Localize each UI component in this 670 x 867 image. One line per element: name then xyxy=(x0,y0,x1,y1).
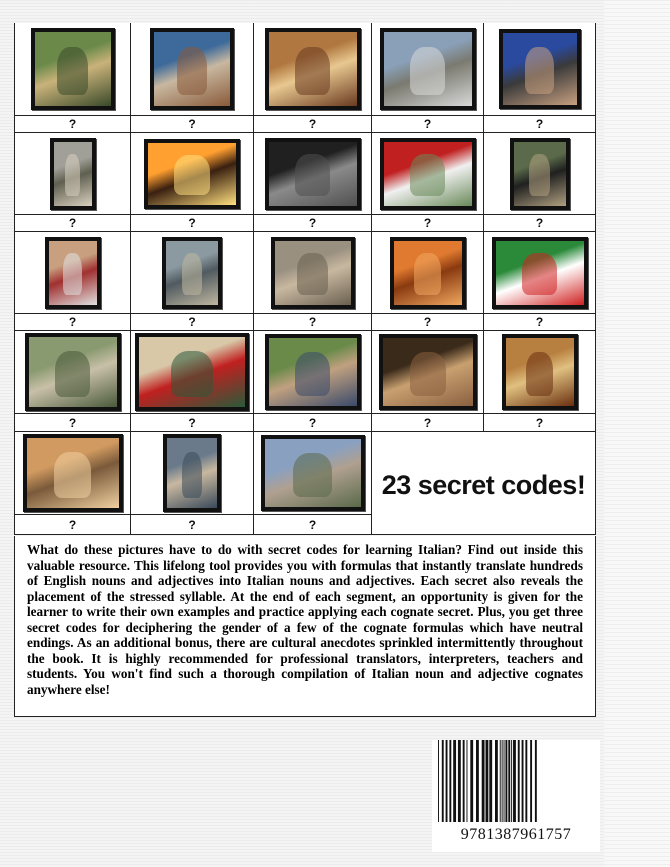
grid-picture-cell xyxy=(254,331,372,414)
man-on-motorbike-icon xyxy=(510,138,570,210)
barcode-bar xyxy=(463,740,465,822)
barcode-bar xyxy=(530,740,532,822)
barcode-bar xyxy=(482,740,485,822)
barcode-bars xyxy=(436,740,596,822)
barcode xyxy=(432,740,600,852)
grid-picture-cell xyxy=(14,232,131,314)
grid-question-cell xyxy=(254,215,372,232)
ancient-ruins-columns-icon xyxy=(23,434,123,512)
barcode-bar xyxy=(489,740,492,822)
italian-flag-words-icon xyxy=(492,237,588,309)
grid-question-cell xyxy=(254,414,372,432)
grid-picture-cell xyxy=(254,23,372,116)
question-mark: ? xyxy=(423,315,432,329)
question-mark: ? xyxy=(535,315,544,329)
grid-picture-cell xyxy=(484,133,596,215)
secret-codes-heading: 23 secret codes! xyxy=(381,469,586,500)
grid-question-cell xyxy=(131,215,254,232)
barcode-bar xyxy=(438,740,439,822)
grid-picture-cell xyxy=(484,23,596,116)
barcode-bar xyxy=(511,740,512,822)
grid-question-cell xyxy=(372,116,484,133)
barcode-bar xyxy=(442,740,444,822)
barcode-bar xyxy=(518,740,520,822)
question-mark: ? xyxy=(423,415,432,430)
barcode-bar xyxy=(513,740,516,822)
description-box xyxy=(14,536,596,717)
grid-question-cell xyxy=(131,515,254,535)
grid-question-cell xyxy=(14,215,131,232)
barcode-bar xyxy=(504,740,505,822)
barcode-bar xyxy=(449,740,451,822)
grid-question-cell xyxy=(484,215,596,232)
grid-question-cell xyxy=(14,414,131,432)
fresco-figures-icon xyxy=(265,28,361,110)
barcode-bar xyxy=(522,740,524,822)
barcode-bar xyxy=(502,740,503,822)
grid-picture-cell xyxy=(372,331,484,414)
barcode-bar xyxy=(500,740,501,822)
grid-picture-cell xyxy=(372,232,484,314)
grid-question-cell xyxy=(131,414,254,432)
question-mark: ? xyxy=(68,216,77,230)
question-mark: ? xyxy=(188,415,196,430)
sunset-icon xyxy=(144,139,240,209)
grid-picture-cell xyxy=(254,432,372,515)
venus-planet-icon xyxy=(390,237,466,309)
grid-question-cell xyxy=(484,116,596,133)
grid-question-cell xyxy=(372,215,484,232)
grid-question-cell xyxy=(131,116,254,133)
question-mark: ? xyxy=(423,216,432,230)
bearded-statue-icon xyxy=(380,28,476,110)
folk-dancers-icon xyxy=(380,138,476,210)
stone-monument-icon xyxy=(50,138,96,210)
page-edge-strip xyxy=(604,0,670,867)
grid-picture-cell xyxy=(372,23,484,116)
grid-picture-cell xyxy=(484,232,596,314)
question-mark: ? xyxy=(68,517,77,532)
barcode-bar xyxy=(453,740,456,822)
grid-question-cell xyxy=(254,116,372,133)
painted-tableau-icon xyxy=(379,334,477,410)
grid-picture-cell xyxy=(372,133,484,215)
man-with-cake-icon xyxy=(45,237,101,309)
icon-painting-icon xyxy=(502,334,578,410)
grid-picture-cell xyxy=(131,133,254,215)
question-mark: ? xyxy=(188,517,196,532)
barcode-number: 9781387961757 xyxy=(460,826,572,843)
saints-and-rider-collage-icon xyxy=(150,28,234,110)
grid-question-cell xyxy=(484,314,596,331)
grid-question-cell xyxy=(14,314,131,331)
grid-question-cell xyxy=(372,414,484,432)
seated-statue-memorial-icon xyxy=(265,138,361,210)
grid-picture-cell xyxy=(14,432,131,515)
man-on-plaza-icon xyxy=(162,237,222,309)
rocky-hillside-icon xyxy=(271,237,355,309)
barcode-bar xyxy=(508,740,510,822)
men-by-wall-icon xyxy=(163,434,221,512)
triumphal-arch-icon xyxy=(261,435,365,511)
grid-picture-cell xyxy=(131,232,254,314)
question-mark: ? xyxy=(535,216,544,230)
grid-picture-cell xyxy=(14,331,131,414)
barcode-bar xyxy=(495,740,498,822)
barcode-bar xyxy=(505,740,507,822)
grid-picture-cell xyxy=(14,133,131,215)
barcode-bar xyxy=(535,740,537,822)
quarry-landscape-icon xyxy=(25,333,121,411)
barcode-bar xyxy=(458,740,461,822)
cardboard-boxes-icon xyxy=(135,333,249,411)
question-mark: ? xyxy=(308,315,317,329)
grid-question-cell xyxy=(254,515,372,535)
question-mark: ? xyxy=(188,117,196,131)
barcode-bar xyxy=(525,740,527,822)
grid-question-cell xyxy=(14,116,131,133)
grid-question-cell xyxy=(484,414,596,432)
question-mark: ? xyxy=(188,315,196,329)
question-mark: ? xyxy=(68,117,77,131)
description-text: What do these pictures have to do with secret codes for learning Italian? Find out inside this valuable resource. This lifelong tool provides you with formulas that instantly translate hundreds of English nouns and adjectives into Italian nouns and adjectives. Each secret also reveals the placement of the stressed syllable. At the end of each segment, an opportunity is given for the learner to write their own examples and practice applying each cognate secret. Plus, you get three secret codes for deciphering the gender of a few of the cognate formulas which have neutral endings. As an additional bonus, there are cultural anecdotes sprinkled intermittently throughout the book. It is highly recommended for professional translators, interpreters, teachers and students. You won't find such a thorough compilation of Italian noun and adjective cognates anywhere else! xyxy=(27,542,583,697)
grid-question-cell xyxy=(254,314,372,331)
grid-picture-cell xyxy=(254,232,372,314)
grid-picture-cell xyxy=(484,331,596,414)
question-mark: ? xyxy=(188,216,196,230)
question-mark: ? xyxy=(423,117,432,131)
question-mark: ? xyxy=(308,415,317,430)
group-photo-icon xyxy=(265,334,361,410)
barcode-bar xyxy=(467,740,468,822)
question-mark: ? xyxy=(308,216,317,230)
question-mark: ? xyxy=(535,415,544,430)
grid-picture-cell xyxy=(254,133,372,215)
grid-picture-cell xyxy=(14,23,131,116)
grid-question-cell xyxy=(14,515,131,535)
question-mark: ? xyxy=(535,117,544,131)
barcode-bar xyxy=(486,740,489,822)
grid-picture-cell xyxy=(131,432,254,515)
question-mark: ? xyxy=(68,315,77,329)
question-mark: ? xyxy=(308,517,317,532)
secret-codes-panel xyxy=(372,436,595,534)
question-mark: ? xyxy=(68,415,77,430)
grid-picture-cell xyxy=(131,23,254,116)
barcode-bar xyxy=(476,740,479,822)
man-on-bench-icon xyxy=(31,28,115,110)
barcode-bar xyxy=(470,740,473,822)
grid-picture-cell xyxy=(131,331,254,414)
grid-question-cell xyxy=(131,314,254,331)
two-men-blue-shirts-icon xyxy=(499,29,581,109)
barcode-bar xyxy=(446,740,448,822)
grid-question-cell xyxy=(372,314,484,331)
question-mark: ? xyxy=(308,117,317,131)
